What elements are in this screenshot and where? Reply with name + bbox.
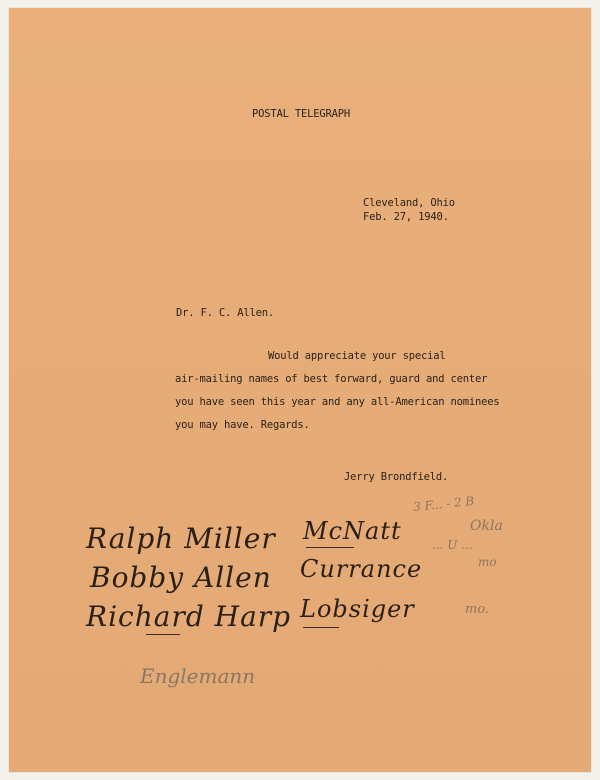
handwritten-name: Currance: [300, 555, 423, 583]
name-underline: [306, 547, 354, 548]
body-line: air-mailing names of best forward, guard and center: [175, 373, 488, 385]
signature: Jerry Brondfield.: [344, 471, 449, 483]
handwritten-name: Richard Harp: [86, 600, 292, 633]
handwritten-name: Ralph Miller: [86, 522, 276, 555]
telegram-page: [9, 8, 591, 772]
body-line: Would appreciate your special: [268, 350, 446, 362]
body-line: you have seen this year and any all-American nominees: [175, 396, 500, 408]
name-underline: [303, 627, 339, 628]
pencil-note: 3 F... - 2 B: [412, 493, 475, 515]
name-underline: [146, 634, 180, 635]
pencil-note: Okla: [470, 518, 503, 534]
place: Cleveland, Ohio: [363, 197, 455, 209]
body-line: you may have. Regards.: [175, 419, 310, 431]
date: Feb. 27, 1940.: [363, 211, 449, 223]
pencil-note: mo: [478, 555, 497, 569]
pencil-note: Englemann: [140, 664, 256, 688]
handwritten-name: Lobsiger: [300, 595, 415, 623]
handwritten-name: Bobby Allen: [90, 561, 272, 594]
pencil-note: mo.: [465, 602, 490, 617]
handwritten-name: McNatt: [303, 517, 402, 545]
pencil-note: ... U ...: [432, 538, 473, 552]
salutation: Dr. F. C. Allen.: [176, 307, 274, 319]
letterhead: POSTAL TELEGRAPH: [252, 108, 350, 120]
